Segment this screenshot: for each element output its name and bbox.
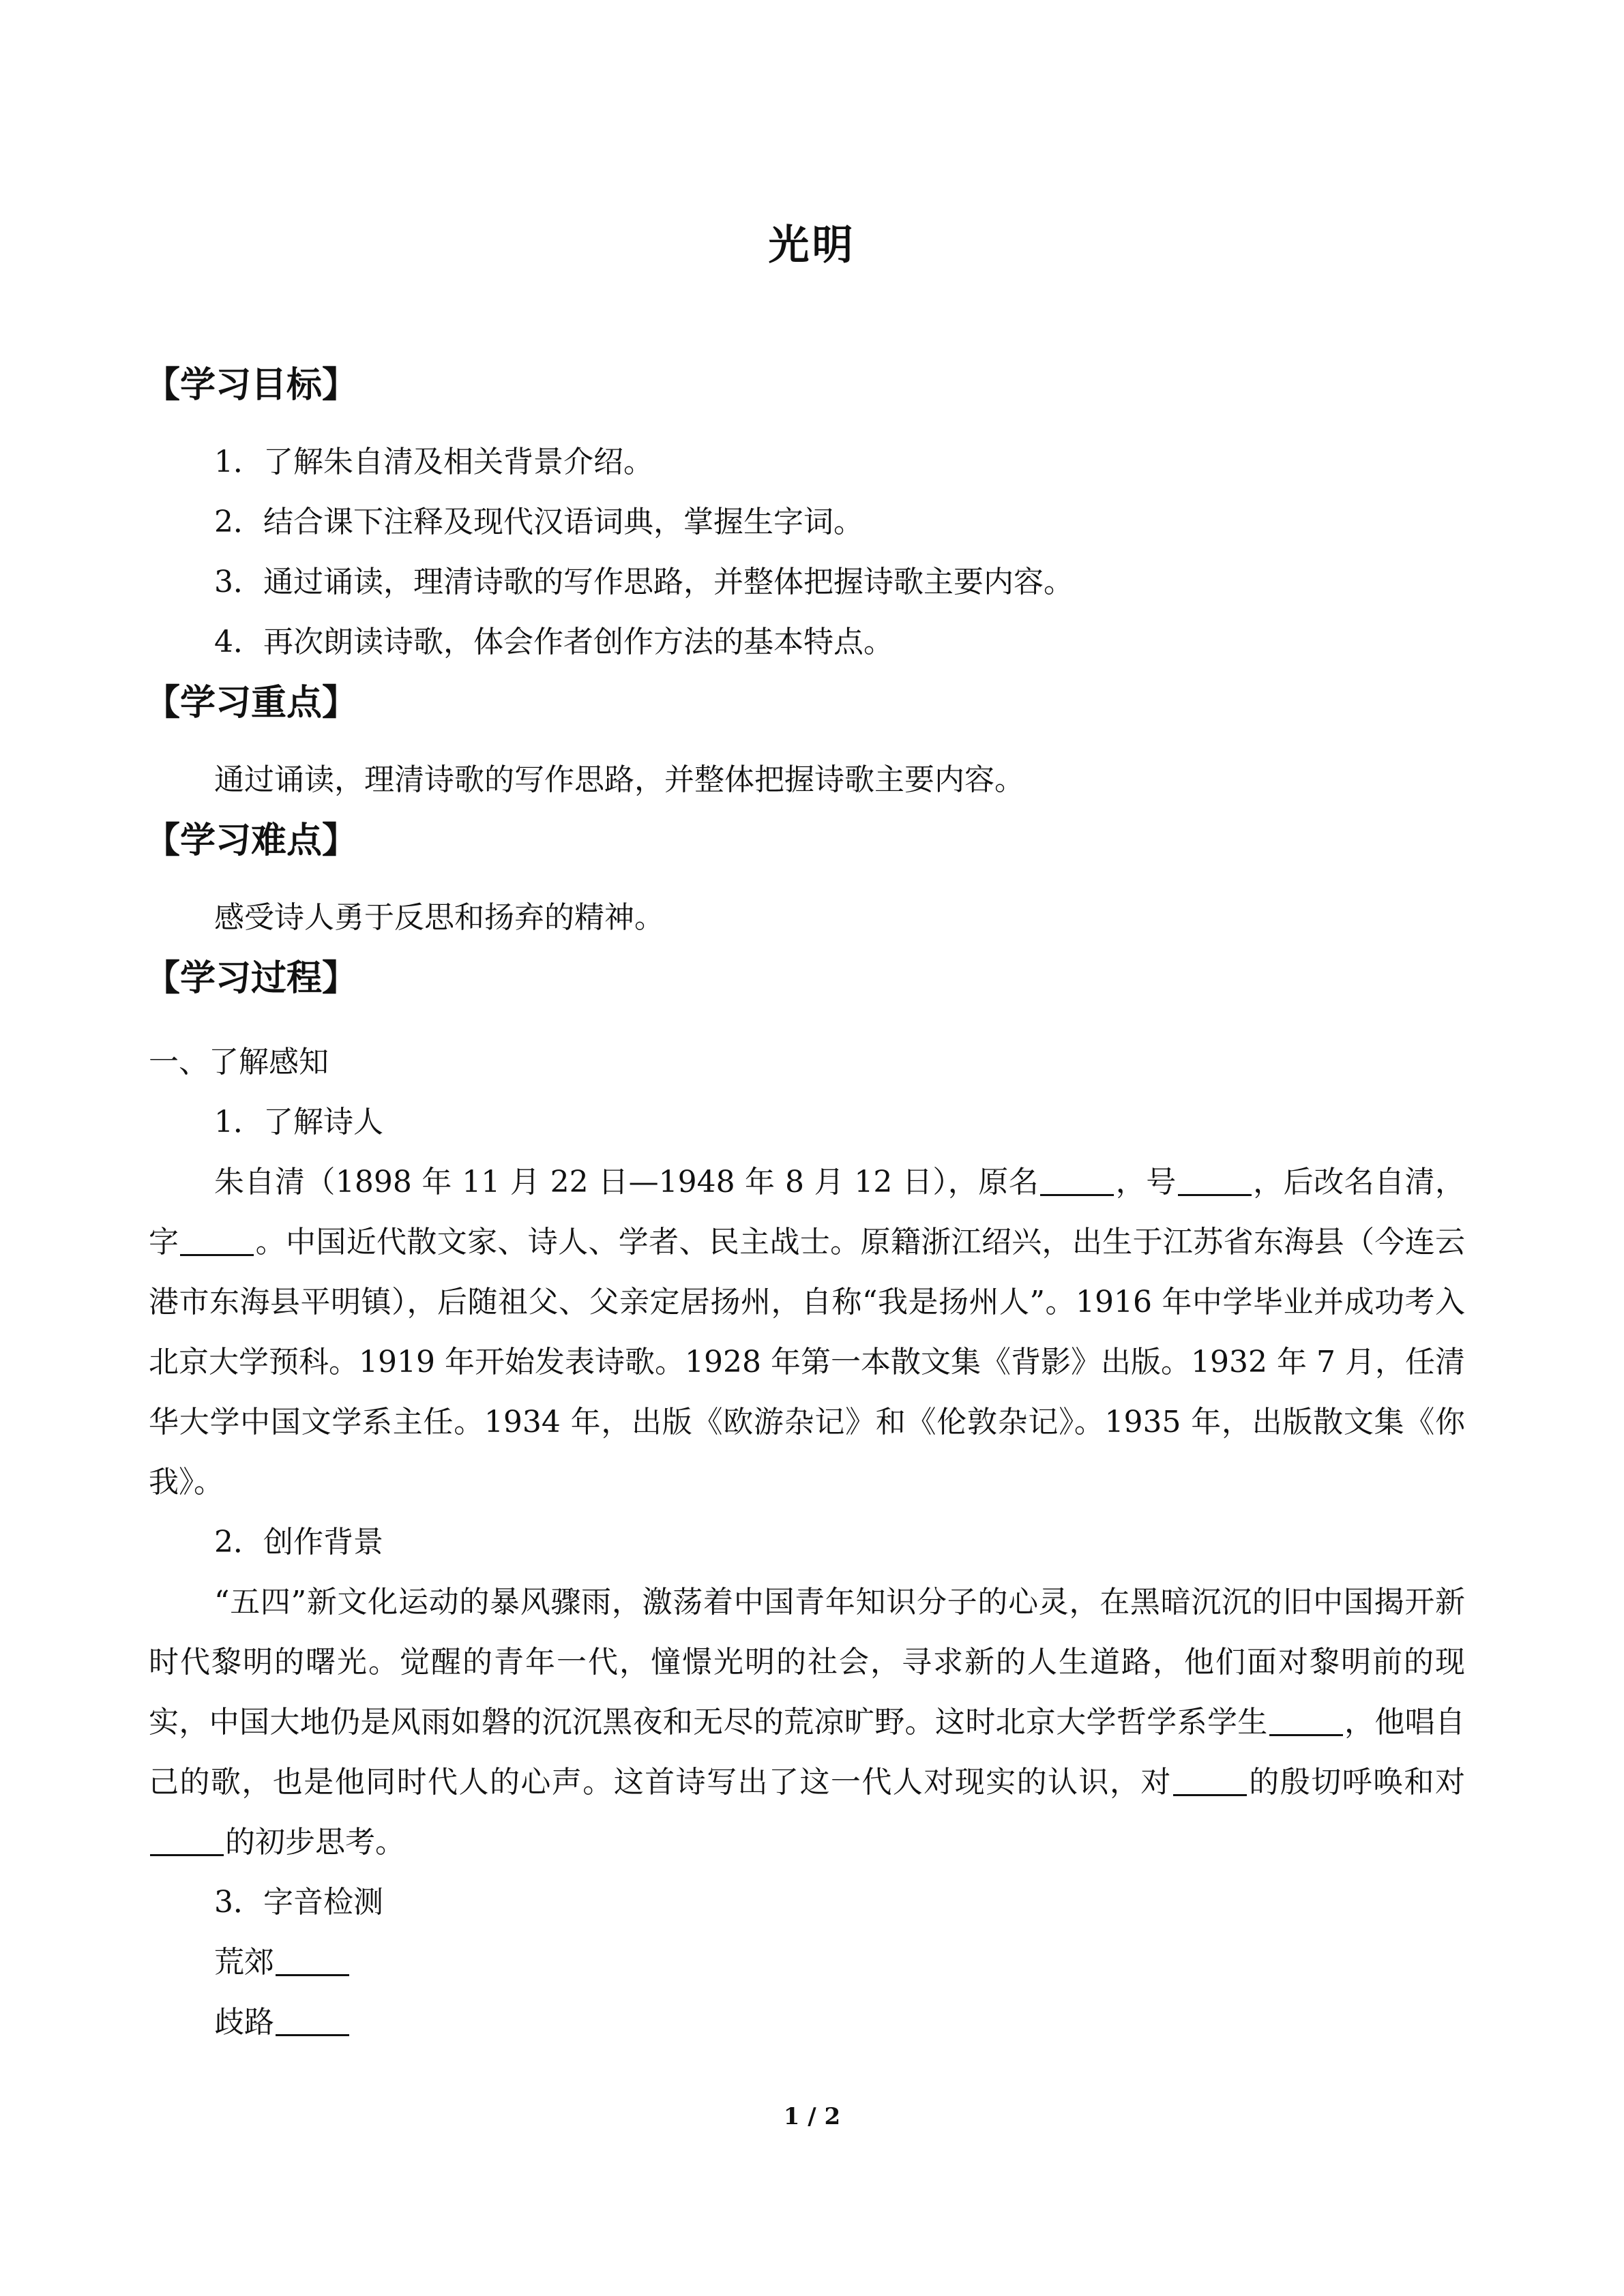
page-number: 1 / 2 (783, 2103, 841, 2130)
pronunciation-word: 荒郊 (214, 1945, 274, 1980)
page-title: 光明 (768, 222, 856, 269)
fill-blank-alias (1178, 1167, 1252, 1196)
fill-blank-call (1173, 1767, 1247, 1796)
objective-item: 1．了解朱自清及相关背景介绍。 (214, 445, 653, 479)
background-text-3: 的殷切呼唤和对 (1247, 1765, 1466, 1800)
pronunciation-word: 歧路 (214, 2005, 274, 2040)
pronunciation-subheading: 3．字音检测 (214, 1885, 383, 1920)
section-heading-difficulties: 【学习难点】 (145, 820, 358, 861)
fill-blank-thought (150, 1827, 224, 1856)
poet-bio-text-1: 朱自清（1898 年 11 月 22 日—1948 年 8 月 12 日），原名 (214, 1165, 1039, 1199)
objective-item: 4．再次朗读诗歌，体会作者创作方法的基本特点。 (214, 625, 894, 659)
background-subheading: 2．创作背景 (214, 1525, 383, 1560)
background-text-2: ，他唱自己的歌，也是他同时代人的心声。这首诗写出了这一代人对现实的认识，对 (149, 1705, 1466, 1800)
fill-blank-pronunciation (276, 1947, 349, 1976)
poet-bio-text-3: ，后改名自清，字 (149, 1165, 1466, 1259)
key-points-text: 通过诵读，理清诗歌的写作思路，并整体把握诗歌主要内容。 (214, 762, 1024, 797)
objective-item: 2．结合课下注释及现代汉语词典，掌握生字词。 (214, 505, 863, 539)
pronunciation-item (149, 1993, 1465, 2053)
pronunciation-item (149, 1933, 1465, 1993)
poet-subheading: 1．了解诗人 (214, 1105, 383, 1139)
section-heading-key-points: 【学习重点】 (145, 682, 358, 724)
fill-blank-pronunciation (276, 2007, 349, 2036)
background-text-4: 的初步思考。 (225, 1825, 405, 1860)
process-part-label: 一、了解感知 (149, 1045, 329, 1079)
background-paragraph (149, 1572, 1465, 1873)
document-body (145, 355, 1466, 2053)
poet-bio-text-4: 。中国近代散文家、诗人、学者、民主战士。原籍浙江绍兴，出生于江苏省东海县（今连云港市东海县平明镇），后随祖父、父亲定居扬州，自称“我是扬州人”。1916 年中学毕业并成功考入北京大学预科。1919 年开始发表诗歌。1928 年第一本散文集《背影》出版。1932 年 7 月，任清华大学中国文学系主任。1934 年，出版《欧游杂记》和《伦敦杂记》。1935 年，出版散文集《你我》。 (149, 1225, 1465, 1500)
poet-bio-text-2: ，号 (1115, 1165, 1177, 1199)
section-heading-process: 【学习过程】 (145, 957, 358, 999)
objective-item: 3．通过诵读，理清诗歌的写作思路，并整体把握诗歌主要内容。 (214, 565, 1074, 599)
difficulties-text: 感受诗人勇于反思和扬弃的精神。 (214, 900, 664, 935)
background-text-1: “五四”新文化运动的暴风骤雨，激荡着中国青年知识分子的心灵，在黑暗沉沉的旧中国揭开新时代黎明的曙光。觉醒的青年一代，憧憬光明的社会，寻求新的人生道路，他们面对黎明前的现实，中国大地仍是风雨如磐的沉沉黑夜和无尽的荒凉旷野。这时北京大学哲学系学生 (149, 1585, 1465, 1740)
fill-blank-courtesy-name (180, 1227, 254, 1256)
poet-biography-paragraph (149, 1152, 1465, 1512)
section-heading-objectives: 【学习目标】 (145, 364, 358, 406)
fill-blank-original-name (1040, 1167, 1114, 1196)
fill-blank-poet (1269, 1707, 1343, 1736)
